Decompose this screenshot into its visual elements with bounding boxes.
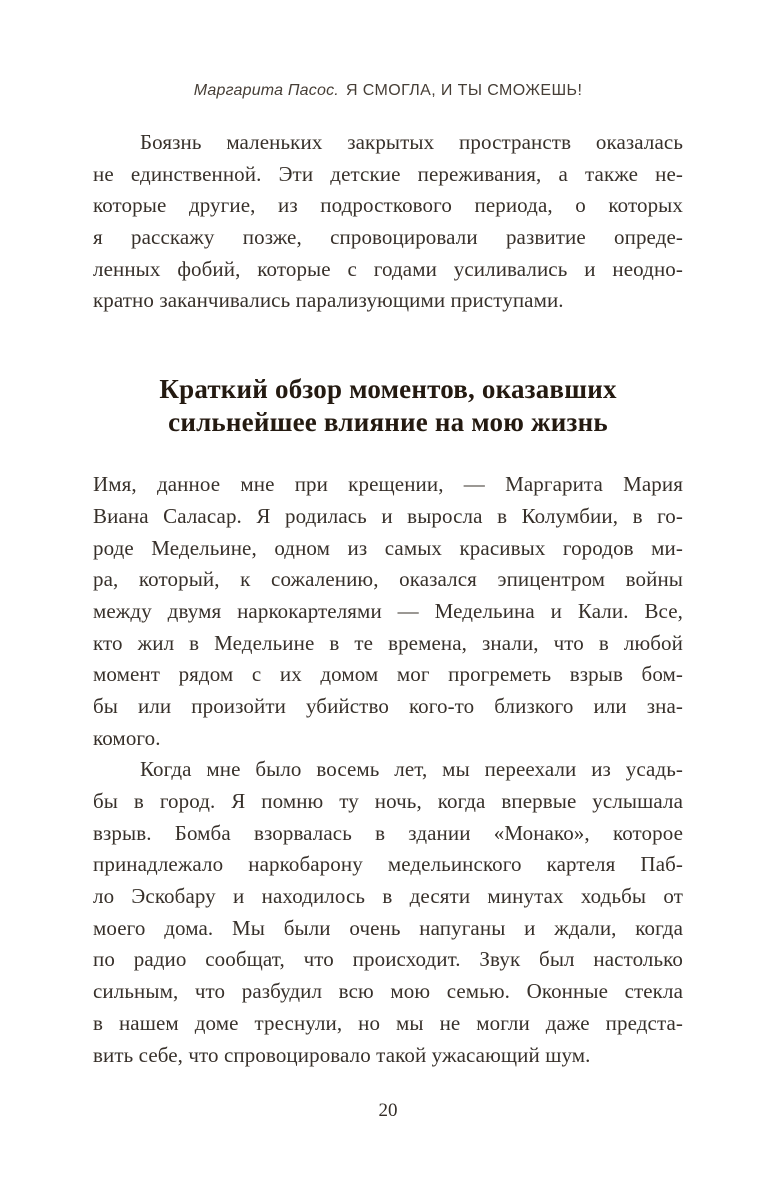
text-line: сильным, что разбудил всю мою семью. Оконные стекла <box>93 979 683 1004</box>
paragraph-name-and-medellin <box>93 469 683 754</box>
running-header-author: Маргарита Пасос. <box>193 82 339 99</box>
running-header-book-title: Я СМОГЛА, И ТЫ СМОЖЕШЬ! <box>345 82 583 99</box>
text-line: бы или произойти убийство кого-то близкого или зна- <box>93 693 683 718</box>
text-line: Имя, данное мне при крещении, — Маргарита Мария <box>93 472 683 497</box>
paragraph-monaco-bomb <box>93 754 683 1071</box>
page-number: 20 <box>378 1100 398 1121</box>
text-line: взрыв. Бомба взорвалась в здании «Монако», которое <box>93 820 683 845</box>
page-content <box>93 127 683 1071</box>
text-line: роде Медельине, одном из самых красивых городов ми- <box>93 535 683 560</box>
text-line: в нашем доме треснули, но мы не могли даже предста- <box>93 1010 683 1035</box>
text-line: Краткий обзор моментов, оказавших <box>159 374 617 405</box>
text-line: моего дома. Мы были очень напуганы и ждали, когда <box>93 915 683 940</box>
text-line: момент рядом с их домом мог прогреметь взрыв бом- <box>93 662 683 687</box>
text-line: которые другие, из подросткового периода, о которых <box>93 193 683 218</box>
text-line: по радио сообщат, что происходит. Звук был настолько <box>93 947 683 972</box>
text-line: принадлежало наркобарону медельинского картеля Паб- <box>93 852 683 877</box>
paragraph-childhood-fears <box>93 127 683 317</box>
text-line: комого. <box>93 725 161 750</box>
text-line: бы в город. Я помню ту ночь, когда впервые услышала <box>93 789 683 813</box>
text-line: между двумя наркокартелями — Медельина и Кали. Все, <box>93 598 683 623</box>
text-line: ленных фобий, которые с годами усиливались и неодно- <box>93 256 683 281</box>
text-line: сильнейшее влияние на мою жизнь <box>168 407 608 438</box>
text-line: Когда мне было восемь лет, мы переехали из усадь- <box>140 757 683 782</box>
text-line: ра, который, к сожалению, оказался эпицентром войны <box>93 567 683 592</box>
text-line: кратно заканчивались парализующими приступами. <box>93 288 564 313</box>
running-header <box>93 82 683 100</box>
text-line: я расскажу позже, спровоцировали развитие опреде- <box>93 225 683 250</box>
text-line: кто жил в Медельине в те времена, знали, что в любой <box>93 630 683 655</box>
text-line: ло Эскобару и находилось в десяти минутах ходьбы от <box>93 884 683 909</box>
section-heading <box>93 373 683 439</box>
text-line: Боязнь маленьких закрытых пространств оказалась <box>140 130 683 154</box>
text-line: не единственной. Эти детские переживания, а также не- <box>93 161 683 186</box>
text-line: вить себе, что спровоцировало такой ужасающий шум. <box>93 1042 591 1067</box>
text-line: Виана Саласар. Я родилась и выросла в Колумбии, в го- <box>93 503 683 528</box>
